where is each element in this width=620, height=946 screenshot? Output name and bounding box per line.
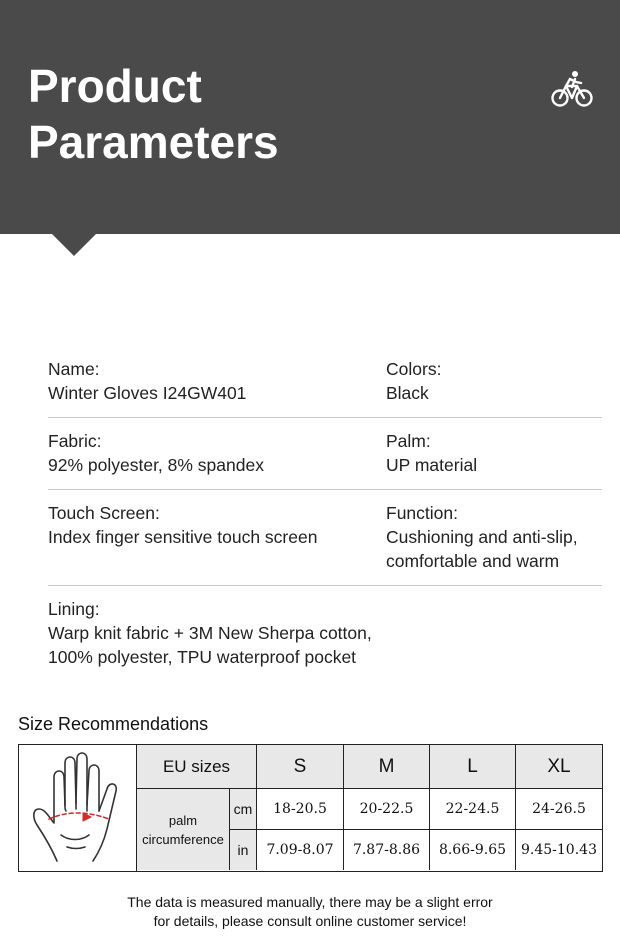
param-lining (48, 597, 372, 669)
cm-value-s: 18-20.5 (257, 789, 344, 830)
param-row-name (48, 357, 602, 418)
measurement-footnote (0, 893, 620, 931)
cm-value-l: 22-24.5 (430, 789, 516, 830)
param-touch-screen (48, 501, 386, 573)
param-name (48, 357, 386, 405)
in-value-s: 7.09-8.07 (257, 830, 344, 870)
size-table (18, 744, 603, 872)
in-value-l: 8.66-9.65 (430, 830, 516, 870)
param-label: Palm: (386, 431, 431, 451)
param-value: Index finger sensitive touch screen (48, 527, 318, 547)
footnote-line-2: for details, please consult online customer service! (153, 913, 467, 929)
page-title (28, 58, 279, 170)
palm-label-line-2: circumference (142, 831, 224, 847)
size-grid (137, 745, 602, 871)
title-line-2: Parameters (28, 116, 279, 168)
palm-circumference-label (137, 789, 230, 870)
title-line-1: Product (28, 60, 202, 112)
param-value-continued: 100% polyester, TPU waterproof pocket (48, 647, 357, 667)
parameters-list (48, 357, 602, 692)
palm-label-line-1: palm (168, 812, 198, 828)
param-value: Warp knit fabric + 3M New Sherpa cotton, (48, 623, 372, 643)
in-value-xl: 9.45-10.43 (521, 842, 597, 858)
hand-diagram (19, 745, 137, 871)
param-value: UP material (386, 455, 478, 475)
param-label: Fabric: (48, 431, 102, 451)
size-header-m: M (344, 745, 430, 789)
param-label: Lining: (48, 599, 100, 619)
cm-value-xl: 24-26.5 (516, 789, 602, 830)
param-label: Name: (48, 359, 100, 379)
unit-cm: cm (230, 789, 257, 830)
param-fabric (48, 429, 386, 477)
param-colors (386, 357, 602, 405)
param-value: Black (386, 383, 429, 403)
size-recommendations-title: Size Recommendations (18, 714, 209, 734)
hand-measure-icon (27, 749, 131, 869)
param-palm (386, 429, 602, 477)
param-row-fabric (48, 429, 602, 490)
param-value: Cushioning and anti-slip, (386, 527, 578, 547)
cm-value-m: 20-22.5 (344, 789, 430, 830)
eu-sizes-header: EU sizes (137, 745, 257, 789)
param-label: Touch Screen: (48, 503, 160, 523)
param-row-lining (48, 597, 602, 681)
header-notch (52, 234, 96, 256)
param-row-touch (48, 501, 602, 586)
in-value-m: 7.87-8.86 (344, 830, 430, 870)
param-label: Function: (386, 503, 458, 523)
header-banner (0, 0, 620, 234)
param-value: Winter Gloves I24GW401 (48, 383, 247, 403)
footnote-line-1: The data is measured manually, there may be a slight error (127, 894, 493, 910)
size-header-xl: XL (516, 745, 602, 789)
param-function (386, 501, 602, 573)
param-label: Colors: (386, 359, 442, 379)
param-value: 92% polyester, 8% spandex (48, 455, 264, 475)
unit-in: in (230, 830, 257, 870)
param-value-continued: comfortable and warm (386, 551, 560, 571)
size-header-s: S (257, 745, 344, 789)
cyclist-icon (551, 70, 593, 108)
size-header-l: L (430, 745, 516, 789)
